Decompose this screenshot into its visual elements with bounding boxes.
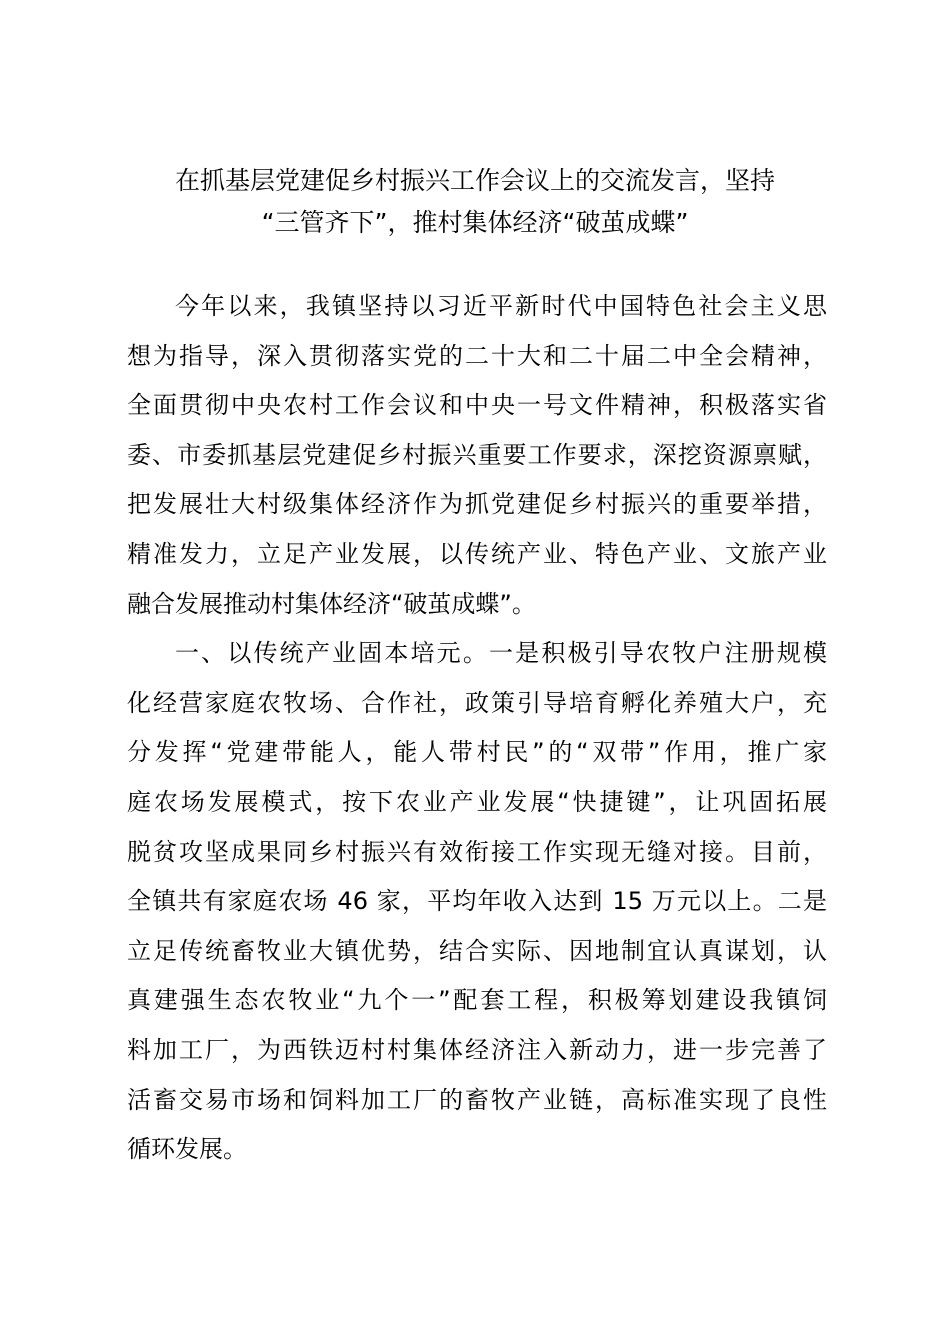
document-title: [100, 160, 850, 244]
text-line: 委、市委抓基层党建促乡村振兴重要工作要求，深挖资源禀赋，: [127, 440, 827, 469]
paragraph-section-1: [127, 629, 827, 1175]
text-line: 今年以来，我镇坚持以习近平新时代中国特色社会主义思: [175, 292, 827, 320]
text-line: 精准发力，立足产业发展，以传统产业、特色产业、文旅产业: [127, 539, 827, 568]
text-line: 立足传统畜牧业大镇优势，结合实际、因地制宜认真谋划，认: [127, 936, 827, 965]
text-line: 真建强生态农牧业“九个一”配套工程，积极筹划建设我镇饲: [127, 986, 827, 1015]
title-line-2: “三管齐下”，推村集体经济“破茧成蝶”: [261, 208, 689, 237]
text-line: 分发挥“党建带能人，能人带村民”的“双带”作用，推广家: [127, 738, 827, 767]
text-line: 全镇共有家庭农场 46 家，平均年收入达到 15 万元以上。二是: [127, 887, 827, 916]
text-line: 一、以传统产业固本培元。一是积极引导农牧户注册规模: [175, 639, 827, 668]
text-line: 化经营家庭农牧场、合作社，政策引导培育孵化养殖大户，充: [127, 688, 827, 717]
title-line-1: 在抓基层党建促乡村振兴工作会议上的交流发言，坚持: [174, 166, 775, 195]
text-line: 全面贯彻中央农村工作会议和中央一号文件精神，积极落实省: [127, 391, 827, 420]
document-body: [127, 282, 827, 1175]
text-line: 想为指导，深入贯彻落实党的二十大和二十届二中全会精神，: [127, 341, 827, 370]
text-line: 融合发展推动村集体经济“破茧成蝶”。: [127, 589, 536, 618]
text-line: 庭农场发展模式，按下农业产业发展“快捷键”，让巩固拓展: [127, 787, 827, 816]
paragraph-intro: [127, 282, 827, 629]
text-line: 脱贫攻坚成果同乡村振兴有效衔接工作实现无缝对接。目前，: [127, 837, 827, 866]
text-line: 料加工厂，为西铁迈村村集体经济注入新动力，进一步完善了: [127, 1035, 827, 1064]
text-line: 循环发展。: [127, 1135, 247, 1164]
text-line: 活畜交易市场和饲料加工厂的畜牧产业链，高标准实现了良性: [127, 1085, 827, 1114]
text-line: 把发展壮大村级集体经济作为抓党建促乡村振兴的重要举措，: [127, 490, 827, 519]
